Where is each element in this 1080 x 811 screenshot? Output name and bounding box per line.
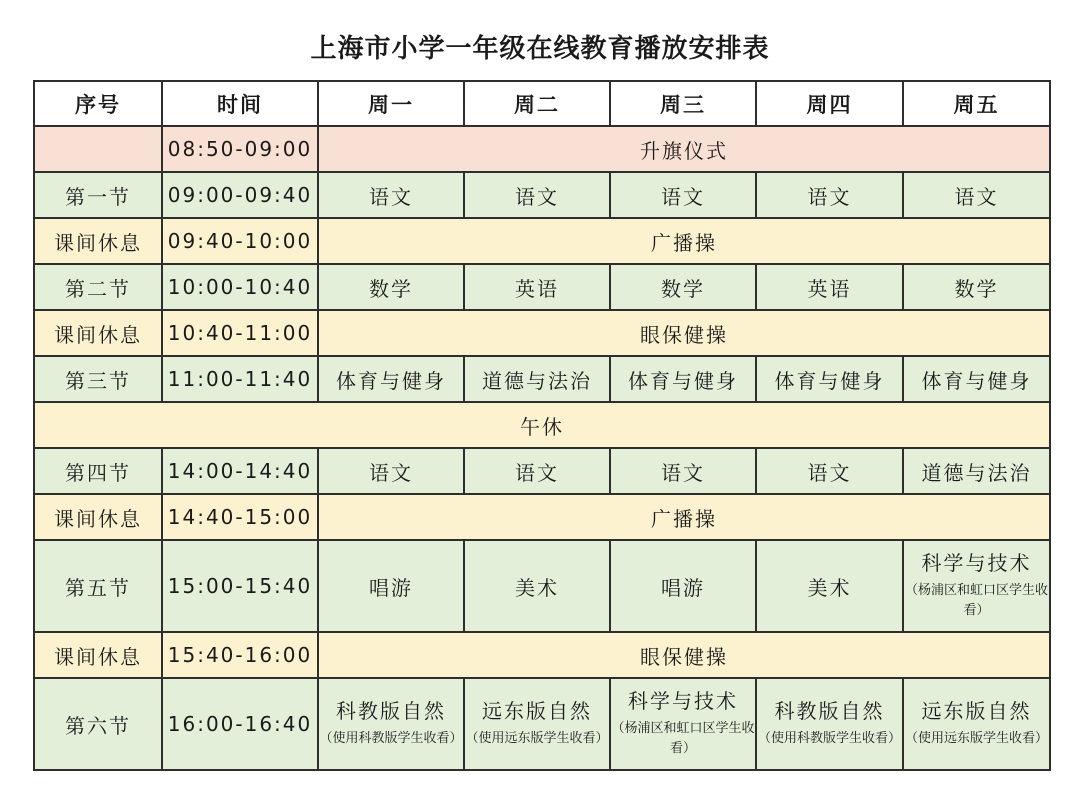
table-row [34,218,1050,264]
subject-name: 科教版自然 [336,699,446,723]
subject-note: （使用远东版学生收看） [465,731,609,746]
header-wed: 周三 [610,81,756,126]
subject-name: 科教版自然 [774,699,885,723]
table-row [34,540,1050,632]
table-row [34,448,1050,494]
subject-cell: 语文 [756,448,903,494]
row-index: 第二节 [34,264,162,310]
table-row [34,632,1050,678]
subject-cell [318,678,464,770]
table-row [34,310,1050,356]
subject-note: （使用远东版学生收看） [904,731,1048,746]
table-row [34,264,1050,310]
subject-note: （杨浦区和虹口区学生收看） [904,583,1048,618]
subject-note: （杨浦区和虹口区学生收看） [611,721,755,756]
subject-cell: 语文 [318,172,464,218]
subject-cell: 数学 [610,264,756,310]
table-row [34,126,1050,172]
subject-cell: 数学 [318,264,464,310]
row-index: 课间休息 [34,310,162,356]
row-index: 第六节 [34,678,162,770]
subject-cell: 语文 [464,448,610,494]
subject-cell: 体育与健身 [318,356,464,402]
subject-cell [464,678,610,770]
row-index: 第四节 [34,448,162,494]
row-time: 16:00-16:40 [162,678,318,770]
row-index: 第一节 [34,172,162,218]
subject-cell: 道德与法治 [903,448,1050,494]
header-tue: 周二 [464,81,610,126]
subject-cell [903,678,1050,770]
subject-cell: 语文 [610,448,756,494]
subject-name: 科学与技术 [921,551,1032,575]
subject-cell: 道德与法治 [464,356,610,402]
row-time: 11:00-11:40 [162,356,318,402]
row-time: 15:00-15:40 [162,540,318,632]
subject-cell [610,678,756,770]
header-fri: 周五 [903,81,1050,126]
subject-cell [903,540,1050,632]
row-time: 09:40-10:00 [162,218,318,264]
break-activity: 广播操 [318,494,1050,540]
table-row [34,356,1050,402]
subject-cell: 语文 [903,172,1050,218]
subject-cell: 英语 [756,264,903,310]
subject-cell: 唱游 [610,540,756,632]
row-index: 课间休息 [34,632,162,678]
page-title: 上海市小学一年级在线教育播放安排表 [310,34,770,64]
subject-cell: 体育与健身 [610,356,756,402]
subject-name: 远东版自然 [482,699,592,723]
subject-name: 科学与技术 [628,689,738,713]
subject-cell: 语文 [318,448,464,494]
subject-note: （使用科教版学生收看） [757,731,901,746]
subject-cell: 体育与健身 [903,356,1050,402]
row-index: 课间休息 [34,218,162,264]
subject-cell: 美术 [756,540,903,632]
schedule-table [33,80,1051,771]
subject-name: 远东版自然 [921,699,1032,723]
subject-cell: 语文 [464,172,610,218]
table-row [34,402,1050,448]
subject-cell: 语文 [756,172,903,218]
header-index: 序号 [34,81,162,126]
row-index: 第三节 [34,356,162,402]
header-thu: 周四 [756,81,903,126]
row-time: 09:00-09:40 [162,172,318,218]
row-time: 08:50-09:00 [162,126,318,172]
flag-ceremony: 升旗仪式 [318,126,1050,172]
subject-cell: 语文 [610,172,756,218]
table-row [34,678,1050,770]
subject-cell: 数学 [903,264,1050,310]
subject-note: （使用科教版学生收看） [319,731,463,746]
noon-break: 午休 [34,402,1050,448]
row-time: 10:40-11:00 [162,310,318,356]
row-index [34,126,162,172]
row-index: 课间休息 [34,494,162,540]
subject-cell: 唱游 [318,540,464,632]
subject-cell: 美术 [464,540,610,632]
row-time: 14:40-15:00 [162,494,318,540]
header-mon: 周一 [318,81,464,126]
header-row [34,81,1050,126]
subject-cell: 体育与健身 [756,356,903,402]
break-activity: 广播操 [318,218,1050,264]
row-time: 15:40-16:00 [162,632,318,678]
row-time: 10:00-10:40 [162,264,318,310]
row-time: 14:00-14:40 [162,448,318,494]
break-activity: 眼保健操 [318,632,1050,678]
row-index: 第五节 [34,540,162,632]
header-time: 时间 [162,81,318,126]
subject-cell [756,678,903,770]
table-row [34,172,1050,218]
break-activity: 眼保健操 [318,310,1050,356]
subject-cell: 英语 [464,264,610,310]
table-row [34,494,1050,540]
